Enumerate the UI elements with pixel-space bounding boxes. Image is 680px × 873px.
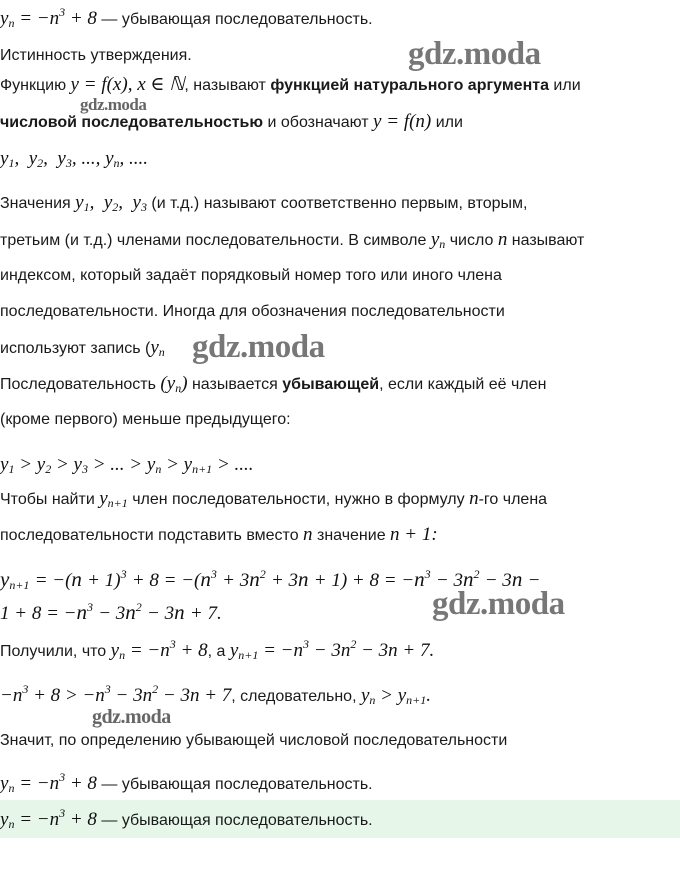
line-substitute: последовательности подставить вместо n значение n + 1:: [0, 524, 438, 545]
line-index: индексом, который задаёт порядковый номер того или иного члена: [0, 267, 502, 284]
watermark: gdz.moda: [432, 586, 565, 622]
line-comparison: $-n^3 + 8 > -n^3 - 3n^2 - 3n + 7$, следовательно, $y_n > y_{n+1}$.: [0, 682, 432, 707]
line-conclusion-intro: Значит, по определению убывающей числовой последовательности: [0, 732, 508, 749]
line-sequence-list: $y_1$, $y_2$, $y_3$, ..., $y_n$, ....: [0, 148, 148, 170]
line-computation-1: $y_{n+1} = -(n + 1)^3 + 8 = -(n^3 + 3n^2 + 3n + 1) + 8 = -n^3 - 3n^2 - 3n$ −: [0, 567, 541, 592]
line-statement: $y_n = -n^3 + 8$ — убывающая последовательность.: [0, 5, 373, 30]
line-decreasing-def: Последовательность $(y_n)$ называется убывающей, если каждый её член: [0, 373, 547, 395]
line-notation: последовательности. Иногда для обозначения последовательности: [0, 303, 505, 320]
line-conclusion: $y_n = -n^3 + 8$ — убывающая последовательность.: [0, 770, 373, 795]
line-truth: Истинность утверждения.: [0, 47, 192, 64]
line-find-next: Чтобы найти $y_{n+1}$ член последовательности, нужно в формулу n-го члена: [0, 488, 548, 510]
line-function-def: Функцию y = f(x), x ∈ ℕ, называют функцией натурального аргумента или: [0, 74, 581, 95]
watermark: gdz.moda: [408, 36, 541, 72]
line-values: Значения $y_1$, $y_2$, $y_3$ (и т.д.) называют соответственно первым, вторым,: [0, 192, 528, 214]
watermark: gdz.moda: [192, 329, 325, 365]
line-inequality-chain: $y_1 > y_2 > y_3$ > ... > $y_n > y_{n+1}$ > ....: [0, 454, 254, 476]
watermark: gdz.moda: [92, 706, 171, 728]
line-members: третьим (и т.д.) членами последовательности. В символе $y_n$ число n называют: [0, 229, 585, 251]
answer-line: $y_n = -n^3 + 8$ — убывающая последовательность.: [0, 806, 373, 831]
line-record: используют запись ($y_n$: [0, 337, 165, 359]
line-sequence-def: числовой последовательностью и обозначают y = f(n) или: [0, 111, 463, 132]
line-except-first: (кроме первого) меньше предыдущего:: [0, 411, 291, 428]
line-computation-2: $1 + 8 = -n^3 - 3n^2 - 3n + 7$.: [0, 600, 222, 624]
watermark: gdz.moda: [80, 95, 147, 114]
line-obtained: Получили, что $y_n = -n^3 + 8$, а $y_{n+1} = -n^3 - 3n^2 - 3n + 7$.: [0, 637, 435, 662]
